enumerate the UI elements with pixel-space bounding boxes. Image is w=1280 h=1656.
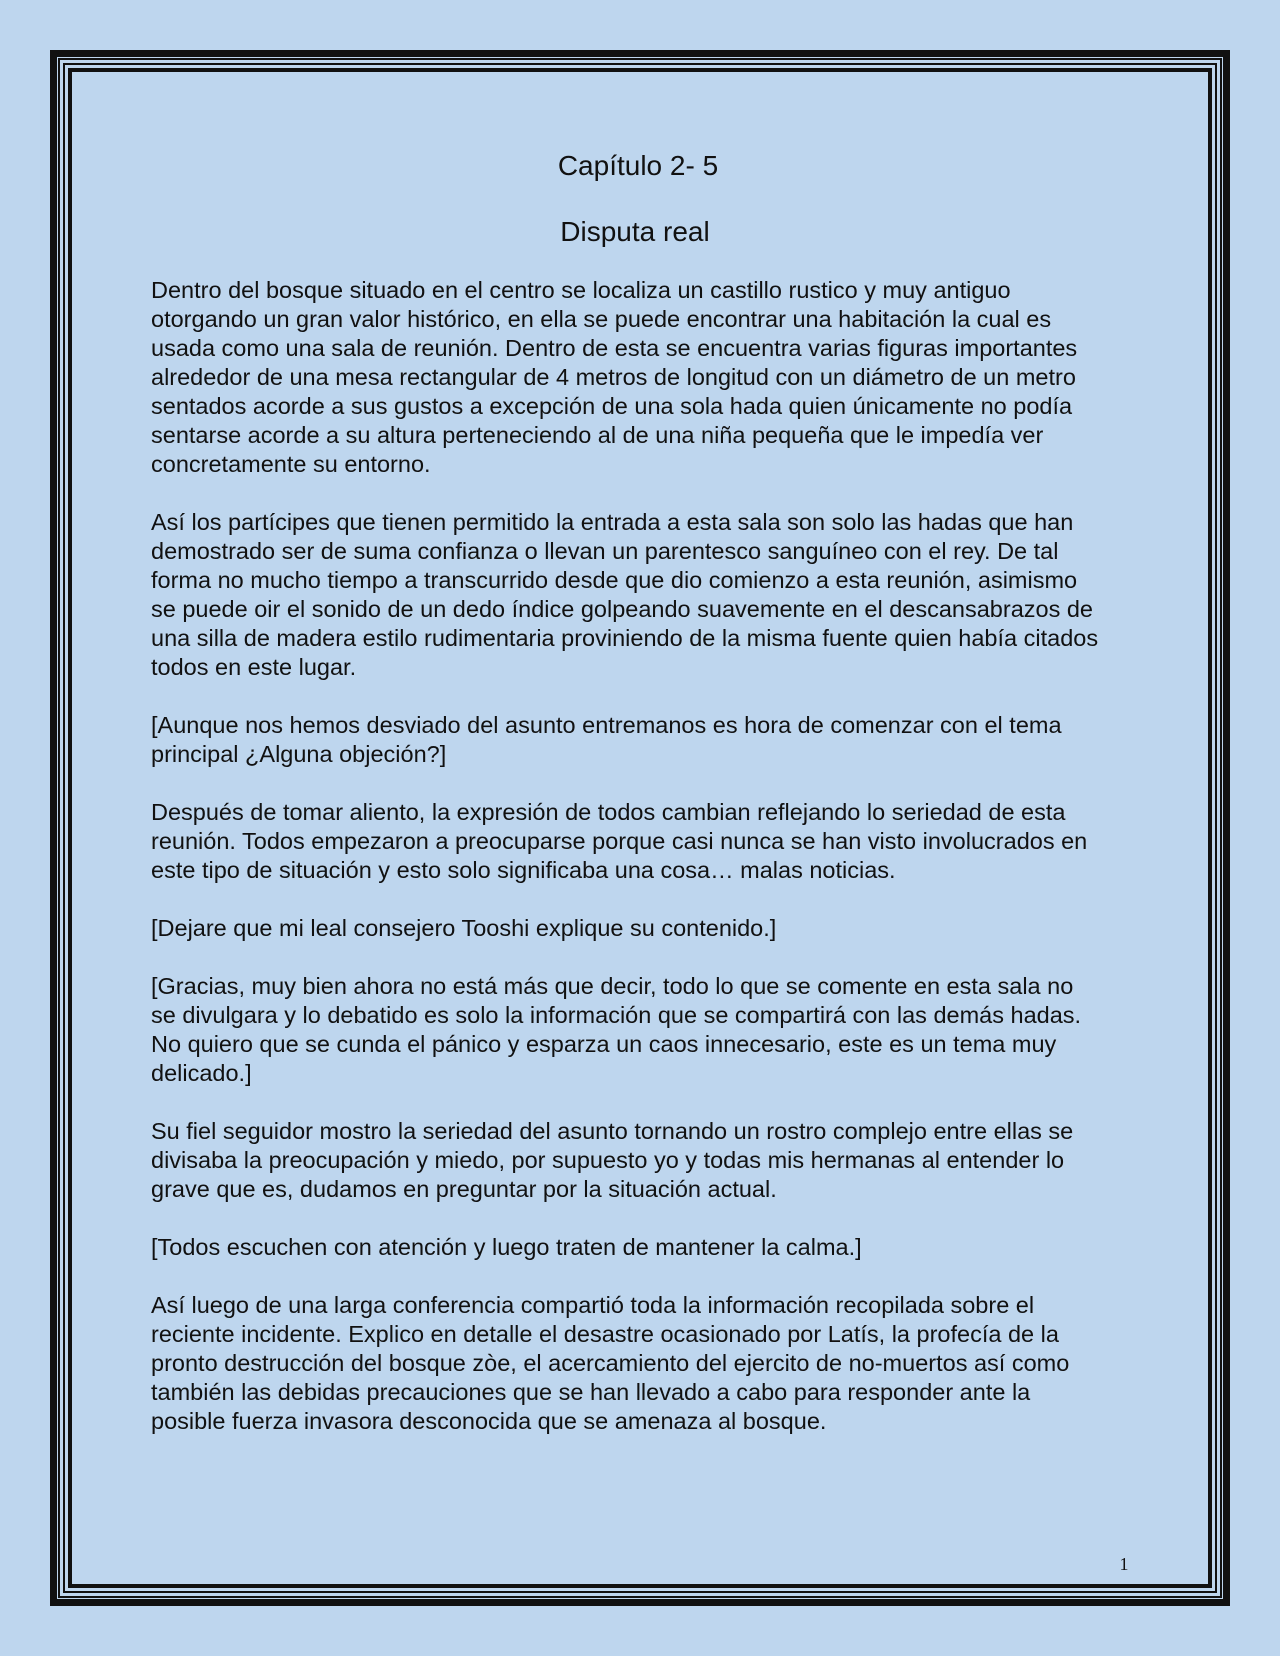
paragraph: Su fiel seguidor mostro la seriedad del asunto tornando un rostro complejo entre ellas se divisaba la preocupación y miedo, por supuesto yo y todas mis hermanas al entender lo grave que es, dudamos en preguntar por la situación actual. [151, 1118, 1074, 1202]
paragraph: [Todos escuchen con atención y luego traten de mantener la calma.] [151, 1234, 862, 1260]
chapter-heading: Capítulo 2- 5 [557, 150, 719, 181]
chapter-subtitle: Disputa real [560, 216, 710, 247]
paragraph: [Gracias, muy bien ahora no está más que decir, todo lo que se comente en esta sala no se divulgara y lo debatido es solo la información que se compartirá con las demás hadas. No quiero que se cunda el pánico y esparza un caos innecesario, este es un tema muy delicado.] [151, 973, 1082, 1086]
paragraph: Así los partícipes que tienen permitido la entrada a esta sala son solo las hadas que han demostrado ser de suma confianza o llevan un parentesco sanguíneo con el rey. De tal forma no mucho tiempo a transcurrido desde que dio comienzo a esta reunión, asimismo se puede oir el sonido de un dedo índice golpeando suavemente en el descansabrazos de una silla de madera estilo rudimentaria proviniendo de la misma fuente quien había citados todos en este lugar. [151, 509, 1099, 680]
paragraph: [Dejare que mi leal consejero Tooshi explique su contenido.] [151, 915, 777, 941]
paragraph: Así luego de una larga conferencia compartió toda la información recopilada sobre el reciente incidente. Explico en detalle el desastre ocasionado por Latís, la profecía de la pronto destrucción del bosque zòe, el acercamiento del ejercito de no-muertos así como también las debidas precauciones que se han llevado a cabo para responder ante la posible fuerza invasora desconocida que se amenaza al bosque. [151, 1292, 1070, 1434]
paragraph: Dentro del bosque situado en el centro se localiza un castillo rustico y muy antiguo otorgando un gran valor histórico, en ella se puede encontrar una habitación la cual es usada como una sala de reunión. Dentro de esta se encuentra varias figuras importantes alrededor de una mesa rectangular de 4 metros de longitud con un diámetro de un metro sentados acorde a sus gustos a excepción de una sola hada quien únicamente no podía sentarse acorde a su altura perteneciendo al de una niña pequeña que le impedía ver concretamente su entorno. [151, 277, 1078, 477]
document-body [151, 148, 1101, 1465]
paragraph: Después de tomar aliento, la expresión de todos cambian reflejando lo seriedad de esta reunión. Todos empezaron a preocuparse porque casi nunca se han visto involucrados en este tipo de situación y esto solo significaba una cosa… malas noticias. [151, 799, 1088, 883]
paragraph: [Aunque nos hemos desviado del asunto entremanos es hora de comenzar con el tema principal ¿Alguna objeción?] [151, 712, 1062, 767]
page-number: 1 [1119, 1554, 1129, 1574]
